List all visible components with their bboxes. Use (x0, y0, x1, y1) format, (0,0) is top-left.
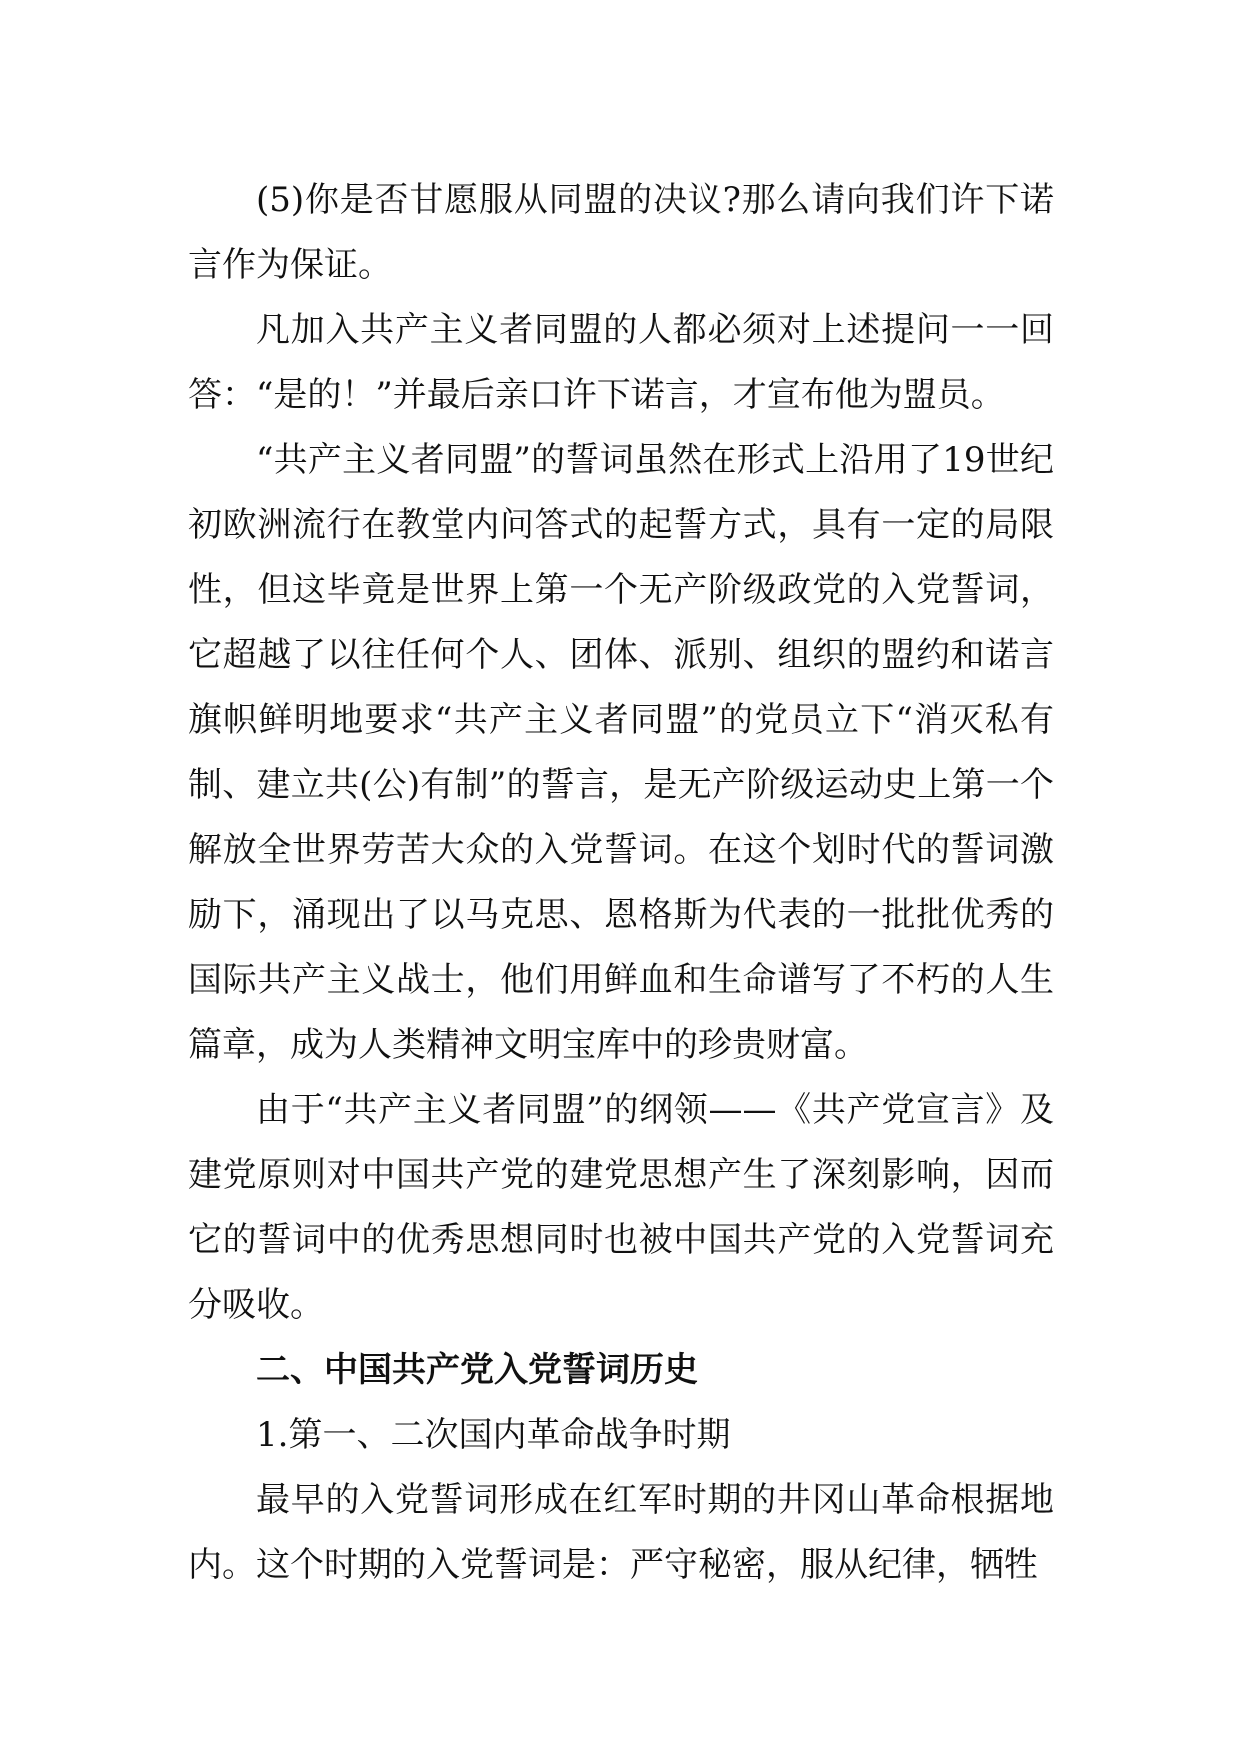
paragraph-league-oath-significance: “共产主义者同盟”的誓词虽然在形式上沿用了19世纪初欧洲流行在教堂内问答式的起誓方式，具有一定的局限性，但这毕竟是世界上第一个无产阶级政党的入党誓词，它超越了以往任何个人、团体、派别、组织的盟约和诺言旗帜鲜明地要求“共产主义者同盟”的党员立下“消灭私有制、建立共(公)有制”的誓言，是无产阶级运动史上第一个解放全世界劳苦大众的入党誓词。在这个划时代的誓词激励下，涌现出了以马克思、恩格斯为代表的一批批优秀的国际共产主义战士，他们用鲜血和生命谱写了不朽的人生篇章，成为人类精神文明宝库中的珍贵财富。 (188, 440, 1054, 1065)
subsection-heading: 1.第一、二次国内革命战争时期 (256, 1415, 731, 1455)
paragraph-earliest-oath: 最早的入党誓词形成在红军时期的井冈山革命根据地内。这个时期的入党誓词是：严守秘密，服从纪律，牺牲 (188, 1480, 1054, 1585)
paragraph-oath-question-5: (5)你是否甘愿服从同盟的决议?那么请向我们许下诺言作为保证。 (188, 180, 1054, 285)
section-heading: 二、中国共产党入党誓词历史 (256, 1350, 698, 1390)
document-body (188, 168, 1054, 1598)
paragraph-membership-answer: 凡加入共产主义者同盟的人都必须对上述提问一一回答：“是的！”并最后亲口许下诺言，才宣布他为盟员。 (188, 310, 1054, 415)
paragraph-influence-on-cpc: 由于“共产主义者同盟”的纲领——《共产党宣言》及建党原则对中国共产党的建党思想产生了深刻影响，因而它的誓词中的优秀思想同时也被中国共产党的入党誓词充分吸收。 (188, 1090, 1054, 1325)
